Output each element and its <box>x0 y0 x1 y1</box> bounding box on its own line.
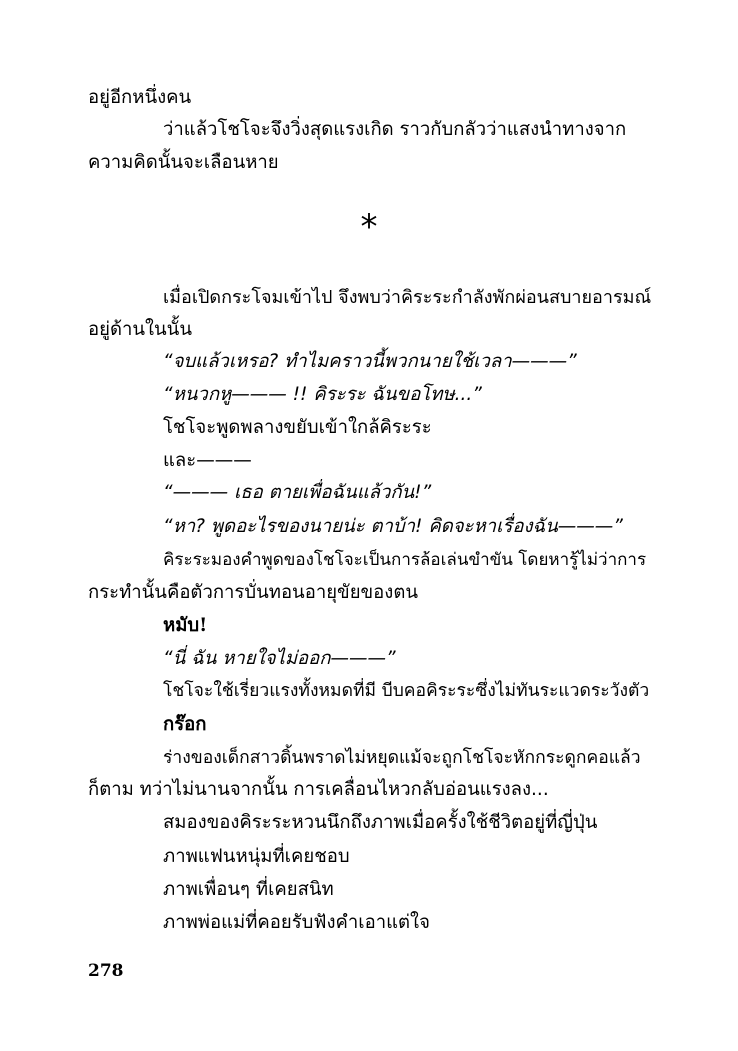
text-line: กระทำนั้นคือตัวการบั่นทอนอายุขัยของตน <box>88 582 418 603</box>
text-line: คิระระมองคำพูดของโชโจะเป็นการล้อเล่นขำขัน โดยหารู้ไม่ว่าการ <box>163 550 647 570</box>
dialogue-line: “——— เธอ ตายเพื่อฉันแล้วกัน!” <box>163 482 432 503</box>
text-line: ความคิดนั้นจะเลือนหาย <box>88 152 279 173</box>
text-line: โชโจะใช้เรี่ยวแรงทั้งหมดที่มี บีบคอคิระระซึ่งไม่ทันระแวดระวังตัว <box>163 681 650 701</box>
text-line: สมองของคิระระหวนนึกถึงภาพเมื่อครั้งใช้ชีวิตอยู่ที่ญี่ปุ่น <box>163 812 598 833</box>
dialogue-line: “หา? พูดอะไรของนายน่ะ ตาบ้า! คิดจะหาเรื่องฉัน———” <box>163 516 623 537</box>
text-line: ก็ตาม ทว่าไม่นานจากนั้น การเคลื่อนไหวกลับอ่อนแรงลง... <box>88 779 549 800</box>
dialogue-line: “จบแล้วเหรอ? ทำไมคราวนี้พวกนายใช้เวลา———” <box>163 351 577 372</box>
text-line: โชโจะพูดพลางขยับเข้าใกล้คิระระ <box>163 417 432 438</box>
sound-effect: หมับ! <box>163 615 208 636</box>
text-line: อยู่ด้านในนั้น <box>88 319 192 340</box>
text-line: ภาพแฟนหนุ่มที่เคยชอบ <box>163 846 350 867</box>
text-line: เมื่อเปิดกระโจมเข้าไป จึงพบว่าคิระระกำลังพักผ่อนสบายอารมณ์ <box>163 287 652 308</box>
text-line: อยู่อีกหนึ่งคน <box>88 87 192 108</box>
text-line: ร่างของเด็กสาวดิ้นพราดไม่หยุดแม้จะถูกโชโจะหักกระดูกคอแล้ว <box>163 748 641 768</box>
text-line: ภาพเพื่อนๆ ที่เคยสนิท <box>163 879 334 900</box>
sound-effect: กร๊อก <box>163 714 207 735</box>
dialogue-line: “หนวกหู——— !! คิระระ ฉันขอโทษ...” <box>163 384 482 405</box>
text-line: ว่าแล้วโชโจะจึงวิ่งสุดแรงเกิด ราวกับกลัวว่าแสงนำทางจาก <box>163 119 627 140</box>
section-break-asterisk: * <box>360 207 378 247</box>
text-line: ภาพพ่อแม่ที่คอยรับฟังคำเอาแต่ใจ <box>163 912 430 933</box>
page-number: 278 <box>88 961 124 981</box>
dialogue-line: “นี่ ฉัน หายใจไม่ออก———” <box>163 648 396 669</box>
text-line: และ——— <box>163 450 252 471</box>
